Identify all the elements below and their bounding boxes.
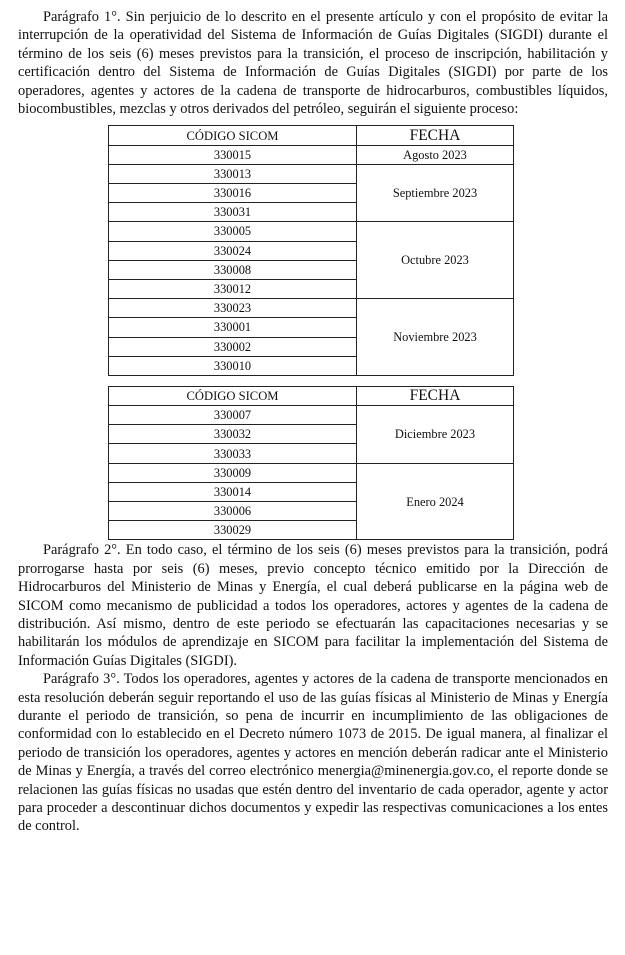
sicom-schedule-table [108, 386, 514, 541]
document-page [18, 8, 608, 836]
sicom-code-cell: 330013 [109, 164, 357, 183]
sicom-code-cell: 330008 [109, 260, 357, 279]
fecha-cell: Enero 2024 [357, 463, 514, 540]
table-row [109, 463, 514, 482]
header-fecha: FECHA [357, 386, 514, 405]
sicom-code-cell: 330031 [109, 203, 357, 222]
table-row [109, 164, 514, 183]
table-header-row [109, 126, 514, 145]
sicom-schedule-table [108, 125, 514, 375]
sicom-code-cell: 330023 [109, 299, 357, 318]
header-codigo-sicom: CÓDIGO SICOM [109, 126, 357, 145]
paragraph-3: Parágrafo 3°. Todos los operadores, agentes y actores de la cadena de transporte mencionados en esta resolución deberán seguir reportando el uso de las guías físicas al Ministerio de Minas y Energía durante el periodo de transición, so pena de incurrir en incumplimiento de las obligaciones de conformidad con lo establecido en el Decreto número 1073 de 2015. De igual manera, al finalizar el periodo de transición los operadores, agentes y actores en mención deberán radicar ante el Ministerio de Minas y Energía, a través del correo electrónico menergia@minenergia.gov.co, el reporte donde se relacionen las guías físicas no usadas que estén dentro del inventario de cada operador, agente y actor para proceder a descontinuar dichos documentos y expedir las respectivas comunicaciones a los entes de control. [18, 671, 608, 835]
sicom-code-cell: 330033 [109, 444, 357, 463]
table-row [109, 222, 514, 241]
paragraph-1: Parágrafo 1°. Sin perjuicio de lo descrito en el presente artículo y con el propósito de evitar la interrupción de la operatividad del Sistema de Información de Guías Digitales (SIGDI) durante el término de los seis (6) meses previstos para la transición, el proceso de inscripción, habilitación y certificación dentro del Sistema de Información de Guías Digitales (SIGDI) por parte de los operadores, agentes y actores de la cadena de transporte de hidrocarburos, combustibles líquidos, biocombustibles, mezclas y otros derivados del petróleo, seguirán el siguiente proceso: [18, 9, 608, 118]
fecha-cell: Agosto 2023 [357, 145, 514, 164]
header-codigo-sicom: CÓDIGO SICOM [109, 386, 357, 405]
sicom-code-cell: 330009 [109, 463, 357, 482]
sicom-code-cell: 330001 [109, 318, 357, 337]
sicom-code-cell: 330010 [109, 356, 357, 375]
paragraph-2: Parágrafo 2°. En todo caso, el término de los seis (6) meses previstos para la transición, podrá prorrogarse hasta por seis (6) meses, previo concepto técnico emitido por la Dirección de Hidrocarburos del Ministerio de Minas y Energía, el cual deberá publicarse en la página web de SICOM como mecanismo de publicidad a todos los operadores, actores y agentes de la cadena de distribución. Así mismo, dentro de este periodo se efectuarán las capacitaciones necesarias y se habilitarán los módulos de aprendizaje en SICOM para facilitar la implementación del Sistema de Información Guías Digitales (SIGDI). [18, 542, 608, 669]
sicom-code-cell: 330005 [109, 222, 357, 241]
table-row [109, 299, 514, 318]
sicom-code-cell: 330016 [109, 184, 357, 203]
sicom-code-cell: 330002 [109, 337, 357, 356]
fecha-cell: Octubre 2023 [357, 222, 514, 299]
sicom-code-cell: 330006 [109, 502, 357, 521]
sicom-code-cell: 330007 [109, 406, 357, 425]
sicom-code-cell: 330012 [109, 279, 357, 298]
sicom-code-cell: 330032 [109, 425, 357, 444]
fecha-cell: Septiembre 2023 [357, 164, 514, 222]
fecha-cell: Diciembre 2023 [357, 406, 514, 464]
table-row [109, 406, 514, 425]
sicom-table-2 [108, 386, 514, 541]
sicom-code-cell: 330014 [109, 482, 357, 501]
sicom-table-1 [108, 125, 514, 375]
table-row [109, 145, 514, 164]
fecha-cell: Noviembre 2023 [357, 299, 514, 376]
header-fecha: FECHA [357, 126, 514, 145]
sicom-code-cell: 330029 [109, 521, 357, 540]
sicom-code-cell: 330015 [109, 145, 357, 164]
sicom-code-cell: 330024 [109, 241, 357, 260]
table-header-row [109, 386, 514, 405]
